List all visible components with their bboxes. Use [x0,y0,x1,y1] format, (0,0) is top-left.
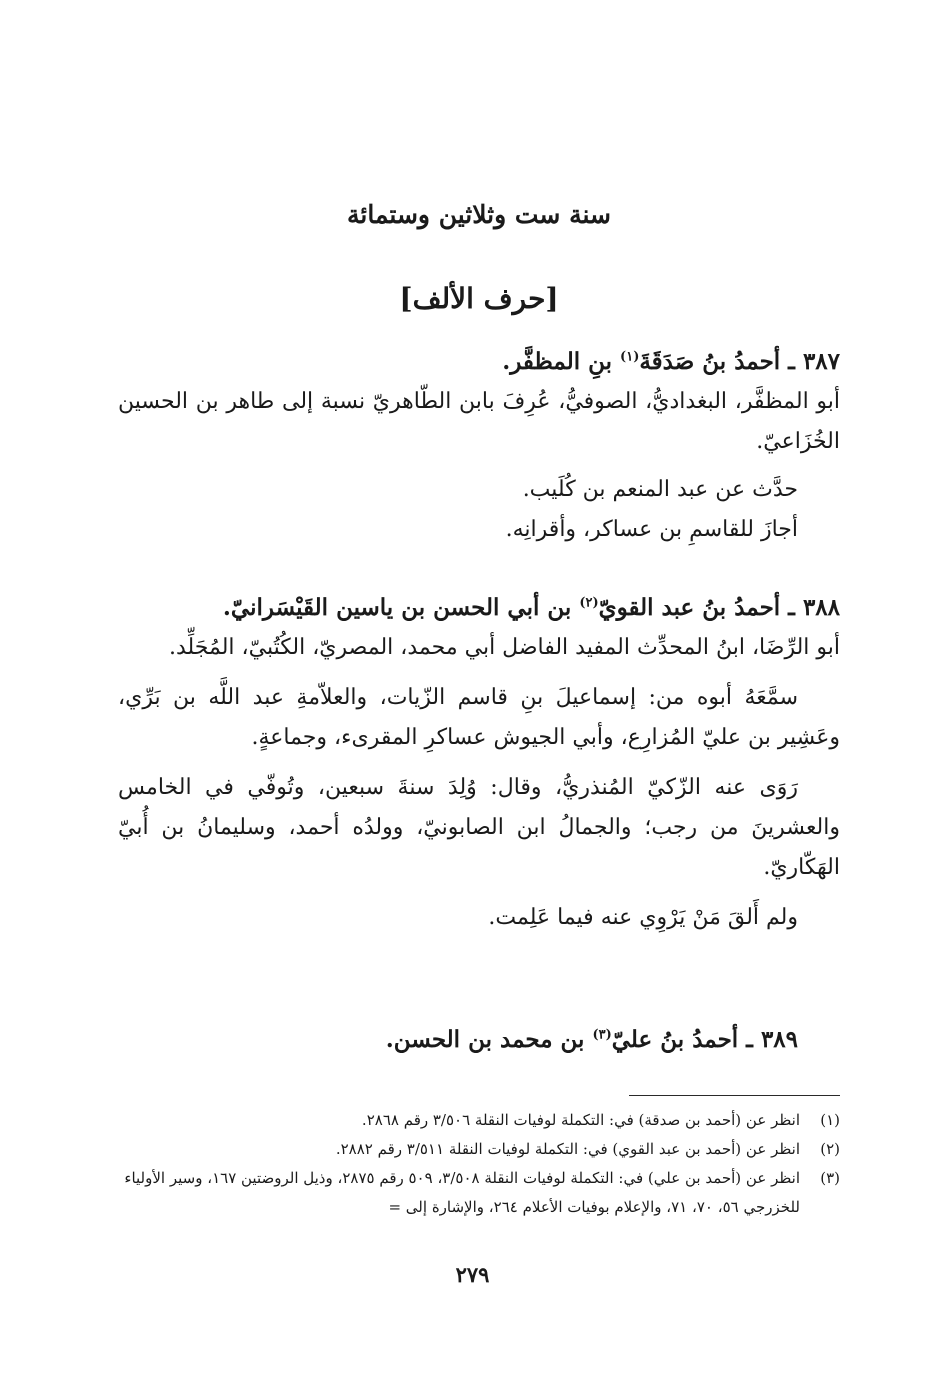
chapter-title: سنة ست وثلاثين وستمائة [347,200,611,229]
entry-title-rest: بنِ المظفَّر. [502,348,621,375]
entry-title [118,590,840,626]
page-number: ٢٧٩ [455,1262,490,1287]
footnote-2 [105,1135,840,1164]
footnote-text: انظر عن (أحمد بن عبد القوي) في: التكملة لوفيات النقلة ٣/٥١١ رقم ٢٨٨٢. [335,1140,800,1158]
entry-title-main: ٣٨٧ ـ أحمدُ بنُ صَدَقَةَ [639,348,840,375]
footnote-text: انظر عن (أحمد بن علي) في: التكملة لوفيات النقلة ٣/٥٠٨، ٥٠٩ رقم ٢٨٧٥، وذيل الروضتين ١٦٧، وسير الأولياء للخزرجي ٥٦، ٧٠، ٧١، والإعلام بوفيات الأعلام ٢٦٤، والإشارة إلى = [124,1169,800,1216]
entry-title [118,1022,840,1058]
footnote-ref[interactable]: (٣) [592,1027,612,1043]
footnote-1 [105,1106,840,1135]
entry-paragraph: أبو المظفَّر، البغداديُّ، الصوفيُّ، عُرِفَ بابن الطّاهريّ نسبة إلى طاهر بن الحسين الخُزَاعيّ. [118,389,840,454]
footnote-text: انظر عن (أحمد بن صدقة) في: التكملة لوفيات النقلة ٣/٥٠٦ رقم ٢٨٦٨. [361,1111,800,1129]
entry-388 [118,590,840,936]
section-title: [حرف الألف] [399,282,559,315]
entry-paragraph: أبو الرِّضَا، ابنُ المحدِّث المفيد الفاضل أبي محمد، المصريّ، الكُتُبيّ، المُجَلِّد. [168,635,840,660]
entry-title-rest: بن محمد بن الحسن. [385,1026,593,1053]
entry-paragraph: أجازَ للقاسمِ بن عساكر، وأقرانِه. [505,517,798,542]
footnotes [105,1106,840,1222]
footnote-ref[interactable]: (١) [620,349,640,365]
entry-title-main: ٣٨٩ ـ أحمدُ بنُ عليّ [611,1026,798,1053]
footnote-3 [105,1164,840,1222]
entry-title-main: ٣٨٨ ـ أحمدُ بنُ عبد القويّ [598,594,840,621]
footnote-divider [629,1095,840,1096]
footnote-number: (٢) [820,1140,840,1158]
entry-paragraph: حدَّث عن عبد المنعم بن كُلَيب. [522,477,798,502]
entry-paragraph: رَوَى عنه الزّكيّ المُنذريُّ، وقال: وُلِدَ سنةَ سبعين، وتُوفّي في الخامس والعشرينَ من رجب؛ والجمالُ ابن الصابونيّ، وولدُه أحمد، وسليمانُ بن أُبيّ الهَكّاريّ. [118,775,840,880]
entry-title-rest: بن أبي الحسن بن ياسين القَيْسَرانيّ. [222,594,580,621]
entry-title [118,344,840,380]
entry-387 [118,344,840,548]
footnote-ref[interactable]: (٢) [579,595,599,611]
entry-389 [118,1022,840,1058]
footnote-number: (٣) [820,1169,840,1187]
entry-paragraph: سمَّعَهُ أبوه من: إسماعيلَ بنِ قاسم الزّيات، والعلاّمةِ عبد اللَّه بن بَرِّي، وعَشِير بن عليّ المُزارِع، وأبي الجيوش عساكرِ المقرىء، وجماعةٍ. [118,685,840,750]
footnote-number: (١) [820,1111,840,1129]
entry-paragraph: ولم أَلقَ مَنْ يَرْوِي عنه فيما عَلِمت. [488,905,798,930]
